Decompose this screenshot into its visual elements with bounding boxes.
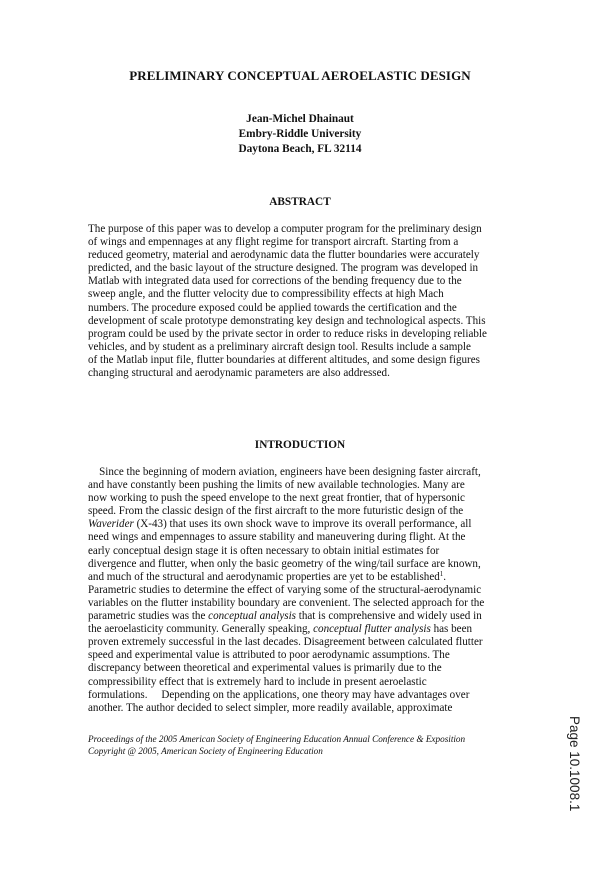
abstract-line: The purpose of this paper was to develop a computer program for the preliminary design: [88, 223, 482, 235]
author-affiliation: Embry-Riddle University: [238, 128, 362, 140]
intro-line: variables on the flutter instability boundary are convenient. The selected approach for the: [88, 596, 485, 609]
waverider-term: Waverider: [88, 518, 134, 531]
introduction-body: [88, 466, 518, 715]
abstract-line: of wings and empennages at any flight regime for transport aircraft. Starting from a: [88, 236, 459, 249]
conceptual-flutter-analysis-term: conceptual flutter analysis: [313, 623, 431, 636]
author-location: Daytona Beach, FL 32114: [238, 143, 362, 155]
introduction-heading: INTRODUCTION: [254, 439, 346, 451]
intro-line: divergence and flutter, when only the basic geometry of the wing/tail surface are known,: [88, 557, 481, 570]
intro-line-end: .: [443, 570, 447, 583]
copyright-line: Copyright @ 2005, American Society of Engineering Education: [88, 746, 323, 757]
intro-line-text: has been: [430, 623, 473, 636]
abstract-line: numbers. The procedure exposed could be applied towards the certification and the: [88, 301, 457, 314]
intro-line: need wings and empennages to assure stability and maneuvering during flight. At the: [88, 531, 466, 544]
intro-line-text: the aeroelasticity community. Generally speaking,: [88, 623, 314, 636]
intro-line: [88, 610, 518, 623]
intro-line: early conceptual design stage it is often necessary to obtain initial estimates for: [88, 544, 440, 557]
intro-line-text: that is comprehensive and widely used in: [295, 610, 482, 623]
intro-line: discrepancy between theoretical and experimental values is primarily due to the: [88, 662, 442, 675]
paper-title: PRELIMINARY CONCEPTUAL AEROELASTIC DESIGN: [129, 68, 471, 83]
intro-line-text: parametric studies was the: [88, 610, 209, 623]
page-footer: [88, 733, 465, 758]
conceptual-analysis-term: conceptual analysis: [208, 610, 296, 623]
abstract-body: [88, 223, 518, 380]
intro-line: compressibility effect that is extremely hard to include in present aeroelastic: [88, 675, 427, 688]
intro-line-text: and much of the structural and aerodynamic properties are yet to be established: [88, 570, 440, 583]
intro-line: and have constantly been pushing the limits of new available technologies. Many are: [88, 479, 465, 492]
abstract-line: Matlab with integrated data used for corrections of the bending frequency due to the: [88, 275, 462, 288]
intro-line-text: (X-43) that uses its own shock wave to improve its overall performance, all: [133, 518, 472, 531]
intro-line: another. The author decided to select simpler, more readily available, approximate: [88, 701, 453, 714]
intro-line: now working to push the speed envelope to the next great frontier, that of hypersonic: [88, 492, 465, 505]
intro-line: speed and experimental value is attributed to poor aerodynamic assumptions. The: [88, 649, 450, 662]
author-name: Jean-Michel Dhainaut: [246, 113, 354, 125]
abstract-line: predicted, and the basic layout of the structure designed. The program was developed in: [88, 262, 479, 275]
intro-line: [88, 623, 518, 636]
intro-line: proven extremely successful in the last decades. Disagreement between calculated flutter: [88, 636, 483, 649]
abstract-line: of the Matlab input file, flutter boundaries at different altitudes, and some design figures: [88, 353, 480, 366]
intro-line: formulations. Depending on the applications, one theory may have advantages over: [88, 688, 470, 701]
intro-line: Parametric studies to determine the effect of varying some of the structural-aerodynamic: [88, 583, 482, 596]
intro-line: speed. From the classic design of the first aircraft to the more futuristic design of the: [88, 505, 464, 518]
abstract-heading: ABSTRACT: [269, 196, 331, 208]
abstract-line: reduced geometry, material and aerodynamic data the flutter boundaries were accurately: [88, 249, 480, 262]
abstract-line: program could be used by the private sector in order to reduce risks in developing reliable: [88, 327, 487, 340]
page-number-label: Page 10.1008.1: [567, 716, 582, 812]
abstract-line: changing structural and aerodynamic parameters are also addressed.: [88, 367, 390, 380]
abstract-line: development of scale prototype demonstrating key design and technological aspects. This: [88, 314, 486, 327]
author-block: [0, 112, 600, 157]
proceedings-line: Proceedings of the 2005 American Society of Engineering Education Annual Conference & Exposition: [88, 734, 466, 744]
abstract-line: vehicles, and by student as a preliminary aircraft design tool. Results include a sample: [88, 340, 471, 353]
abstract-line: sweep angle, and the flutter velocity due to compressibility effects at high Mach: [88, 288, 444, 301]
reference-marker: 1: [439, 569, 444, 578]
intro-line: Since the beginning of modern aviation, engineers have been designing faster aircraft,: [88, 466, 481, 478]
intro-line: [88, 518, 518, 531]
intro-line: [88, 571, 518, 584]
